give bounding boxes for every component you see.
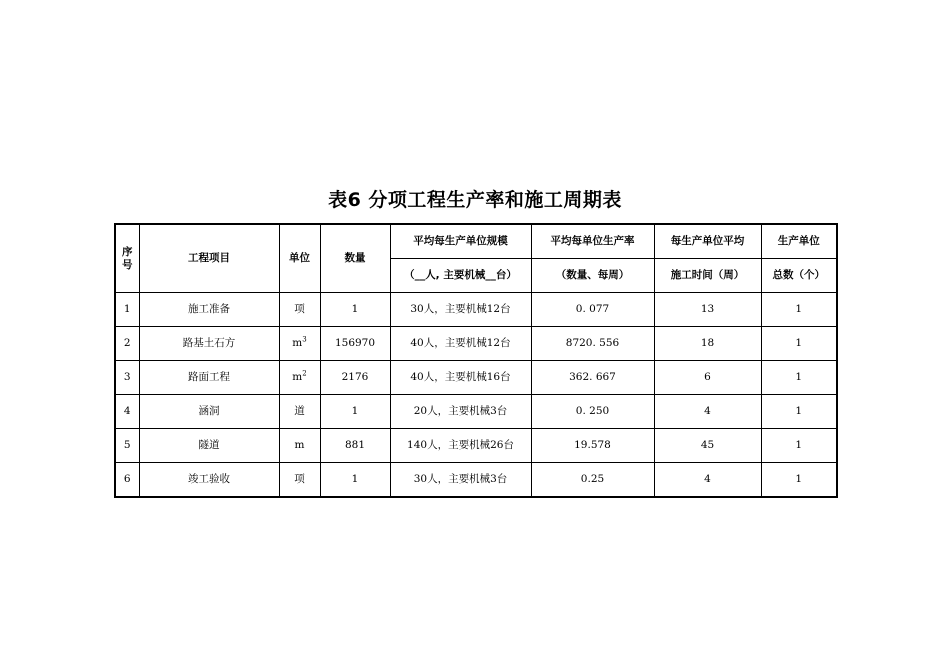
- production-schedule-table: [114, 223, 838, 498]
- cell-rate: 0.25: [531, 463, 654, 498]
- cell-quantity: 881: [320, 429, 390, 463]
- cell-units: 1: [761, 327, 837, 361]
- cell-units: 1: [761, 293, 837, 327]
- table-title: 表6 分项工程生产率和施工周期表: [328, 189, 622, 211]
- cell-scale: 40人，主要机械16台: [390, 361, 531, 395]
- cell-quantity: 2176: [320, 361, 390, 395]
- table-row: [115, 327, 837, 361]
- cell-scale: 40人，主要机械12台: [390, 327, 531, 361]
- cell-scale: 30人，主要机械12台: [390, 293, 531, 327]
- cell-seq: 5: [115, 429, 139, 463]
- cell-item: 施工准备: [139, 293, 279, 327]
- cell-item: 涵洞: [139, 395, 279, 429]
- header-units-bottom: 总数（个）: [761, 259, 837, 293]
- cell-item: 竣工验收: [139, 463, 279, 498]
- table-row: [115, 293, 837, 327]
- table-row: [115, 361, 837, 395]
- header-scale-top: 平均每生产单位规模: [390, 224, 531, 259]
- cell-seq: 2: [115, 327, 139, 361]
- cell-item: 路基土石方: [139, 327, 279, 361]
- cell-quantity: 156970: [320, 327, 390, 361]
- cell-seq: 1: [115, 293, 139, 327]
- cell-quantity: 1: [320, 293, 390, 327]
- cell-time: 4: [654, 463, 761, 498]
- header-units-top: 生产单位: [761, 224, 837, 259]
- cell-unit: 项: [279, 463, 320, 498]
- cell-seq: 3: [115, 361, 139, 395]
- cell-units: 1: [761, 395, 837, 429]
- header-seq-bottom: 号: [122, 258, 133, 271]
- cell-unit: m: [279, 429, 320, 463]
- header-time-top: 每生产单位平均: [654, 224, 761, 259]
- cell-seq: 4: [115, 395, 139, 429]
- header-scale-bottom: （__人, 主要机械__台）: [390, 259, 531, 293]
- cell-time: 13: [654, 293, 761, 327]
- cell-rate: 8720. 556: [531, 327, 654, 361]
- cell-quantity: 1: [320, 463, 390, 498]
- cell-time: 45: [654, 429, 761, 463]
- cell-unit: 道: [279, 395, 320, 429]
- cell-rate: 0. 250: [531, 395, 654, 429]
- cell-units: 1: [761, 463, 837, 498]
- header-row-1: [115, 224, 837, 259]
- table-row: [115, 395, 837, 429]
- cell-rate: 19.578: [531, 429, 654, 463]
- cell-rate: 0. 077: [531, 293, 654, 327]
- header-seq-top: 序: [122, 245, 133, 258]
- header-time-bottom: 施工时间（周）: [654, 259, 761, 293]
- header-unit: 单位: [279, 224, 320, 293]
- table-row: [115, 429, 837, 463]
- cell-rate: 362. 667: [531, 361, 654, 395]
- cell-item: 路面工程: [139, 361, 279, 395]
- cell-time: 18: [654, 327, 761, 361]
- cell-scale: 20人，主要机械3台: [390, 395, 531, 429]
- header-seq: [115, 224, 139, 293]
- cell-unit: $m^3$: [279, 327, 320, 361]
- cell-quantity: 1: [320, 395, 390, 429]
- cell-scale: 30人，主要机械3台: [390, 463, 531, 498]
- header-rate-bottom: （数量、每周）: [531, 259, 654, 293]
- header-rate-top: 平均每单位生产率: [531, 224, 654, 259]
- cell-time: 6: [654, 361, 761, 395]
- cell-time: 4: [654, 395, 761, 429]
- table-row: [115, 463, 837, 498]
- cell-item: 隧道: [139, 429, 279, 463]
- cell-units: 1: [761, 361, 837, 395]
- cell-scale: 140人，主要机械26台: [390, 429, 531, 463]
- cell-unit: 项: [279, 293, 320, 327]
- header-item: 工程项目: [139, 224, 279, 293]
- cell-units: 1: [761, 429, 837, 463]
- header-quantity: 数量: [320, 224, 390, 293]
- cell-seq: 6: [115, 463, 139, 498]
- cell-unit: $m^2$: [279, 361, 320, 395]
